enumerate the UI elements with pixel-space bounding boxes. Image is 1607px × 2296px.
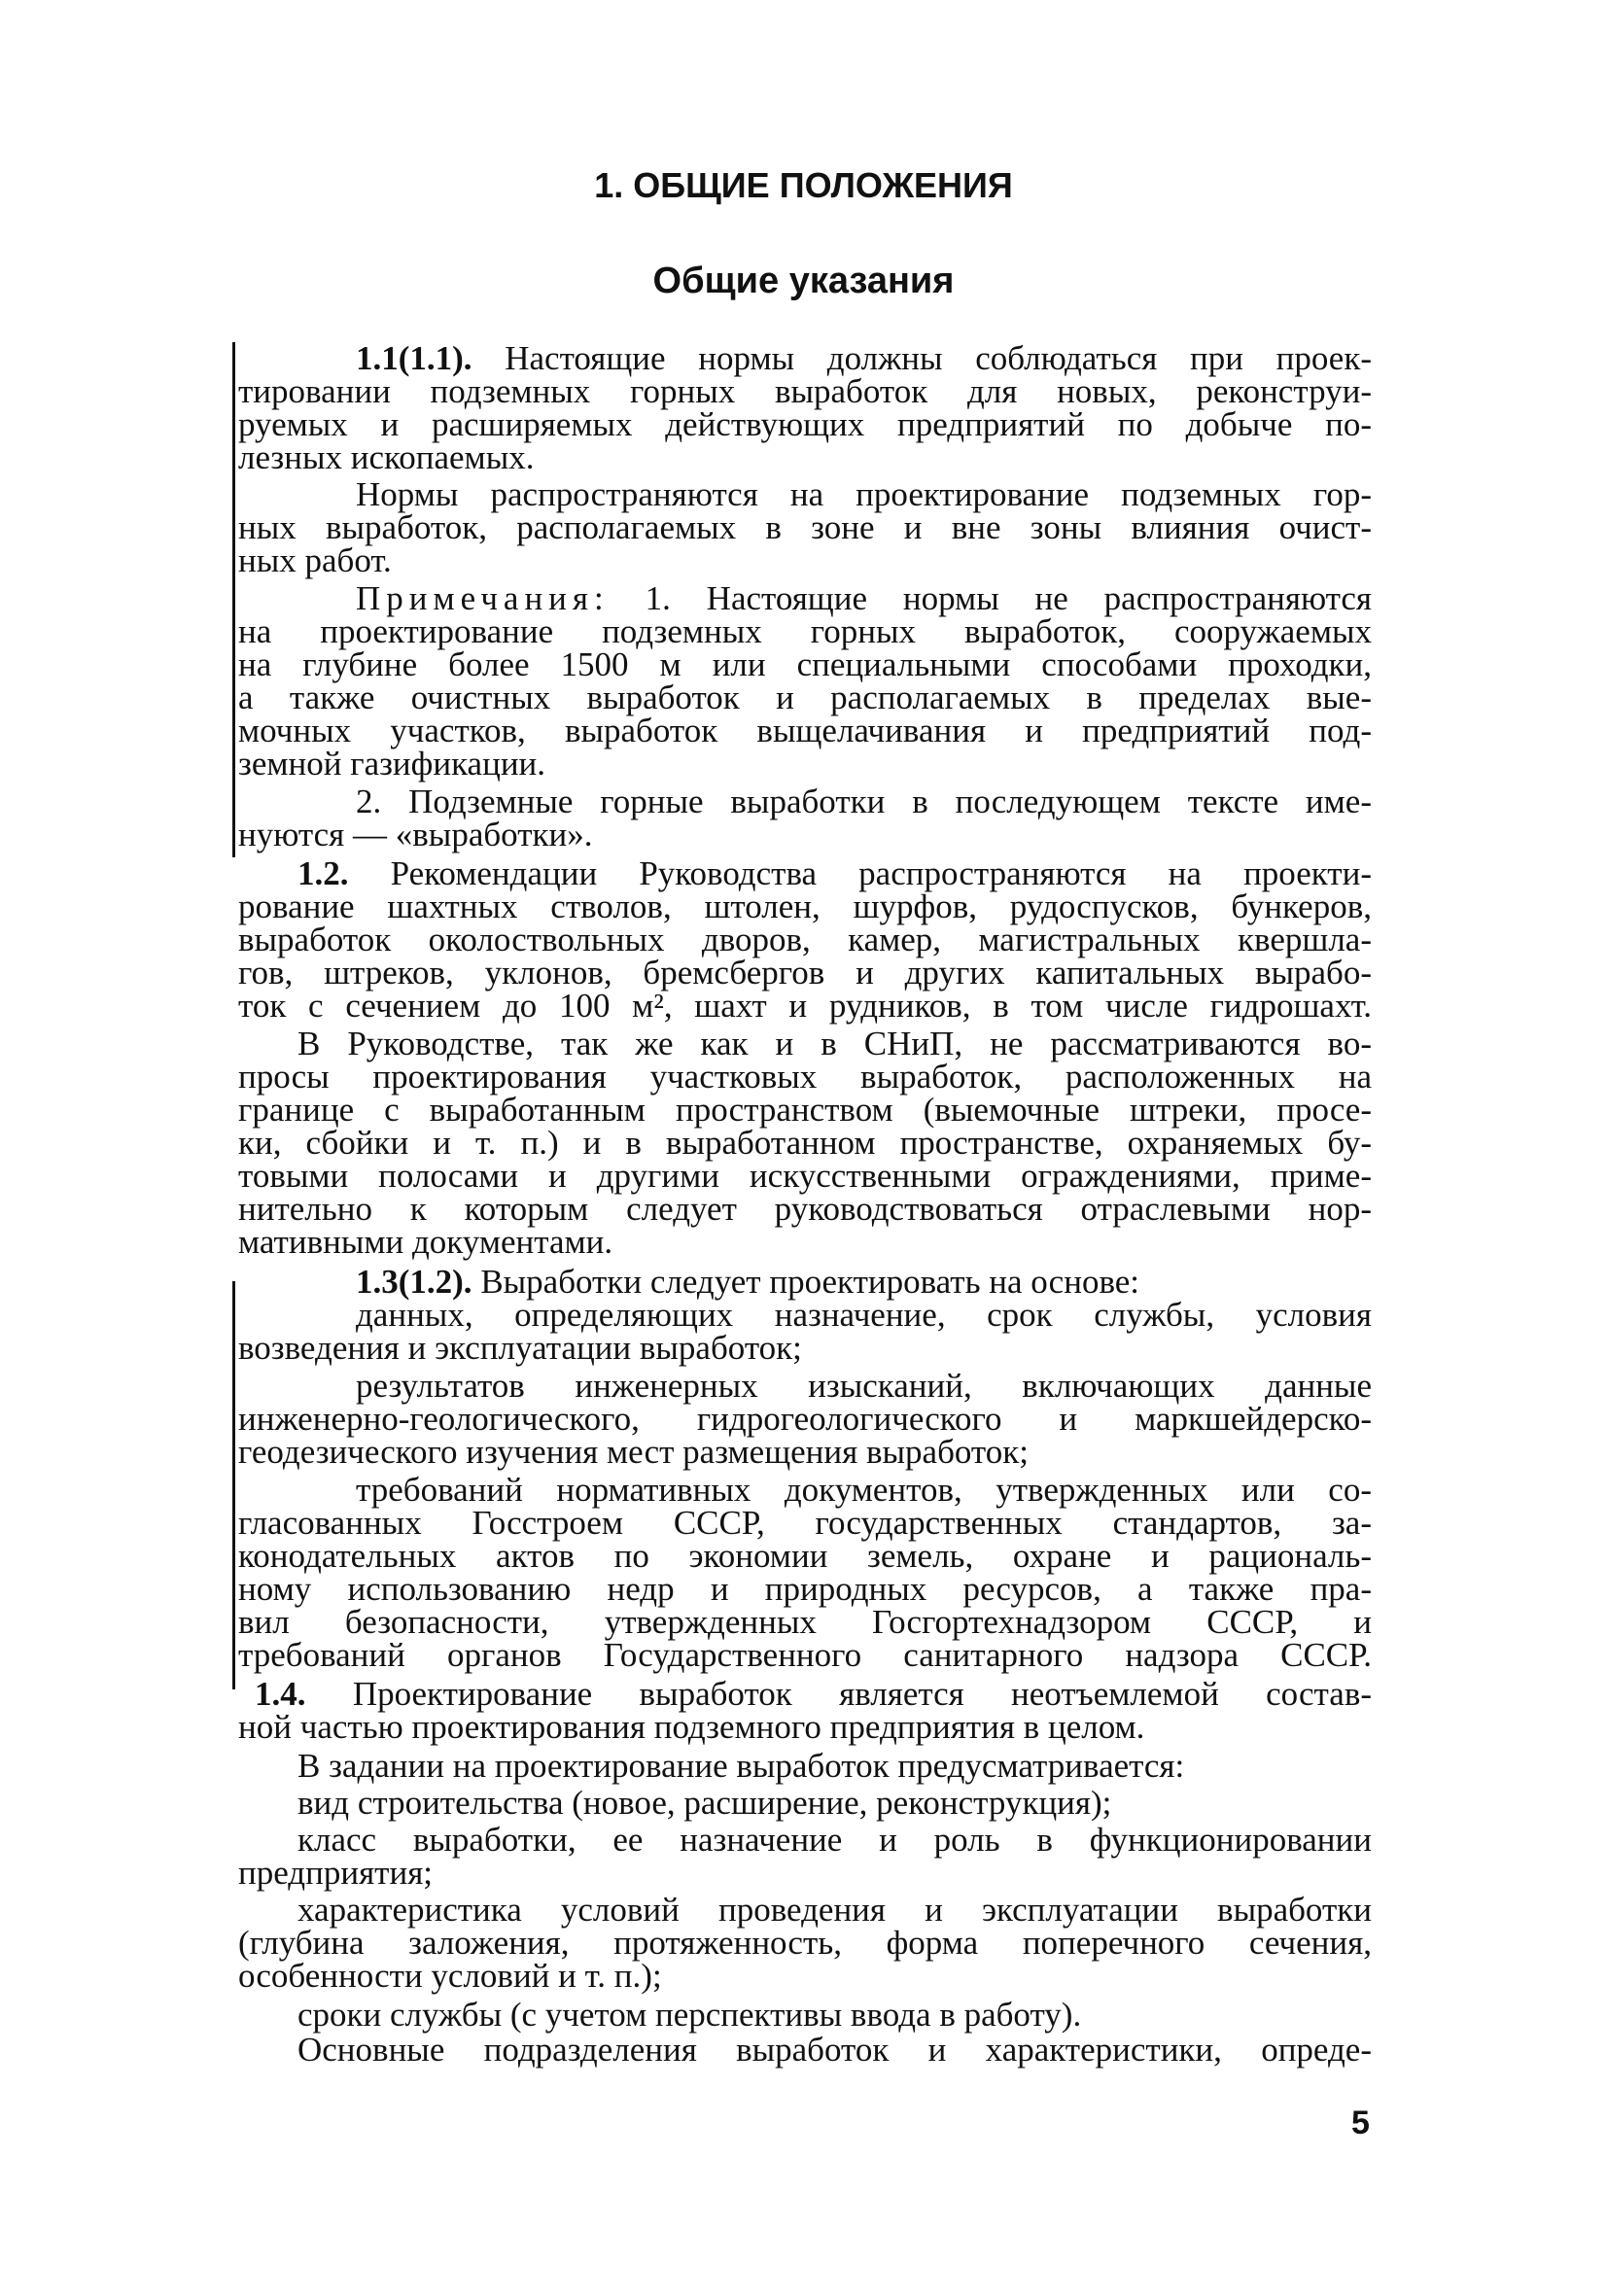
line-text: гласованных Госстроем СССР, государственных стандартов, за-	[238, 1504, 1372, 1542]
clause-number: 1.4.	[255, 1675, 306, 1713]
text-line	[238, 439, 534, 476]
line-text: Основные подразделения выработок и характеристики, опреде-	[297, 2031, 1372, 2069]
line-text: выработок околоствольных дворов, камер, магистральных квершла-	[238, 921, 1372, 958]
line-text: Настоящие нормы должны соблюдаться при проек-	[472, 339, 1372, 377]
line-text: руемых и расширяемых действующих предприятий по добыче по-	[238, 405, 1372, 443]
line-text: данных, определяющих назначение, срок службы, условия	[356, 1296, 1372, 1334]
line-text: мочных участков, выработок выщелачивания и предприятий под-	[238, 712, 1372, 749]
line-text: характеристика условий проведения и эксплуатации выработки	[297, 1891, 1372, 1929]
line-text: (глубина заложения, протяженность, форма поперечного сечения,	[238, 1924, 1372, 1962]
line-text: ному использованию недр и природных ресурсов, а также пра-	[238, 1570, 1372, 1608]
text-line	[297, 2032, 1372, 2069]
page-number: 5	[1351, 2105, 1370, 2141]
section-title: Общие указания	[652, 261, 955, 301]
line-text: лезных ископаемых.	[238, 438, 535, 476]
line-text: сроки службы (с учетом перспективы ввода в работу).	[297, 1996, 1082, 2034]
notes-label: Примечания:	[356, 579, 610, 617]
line-text: просы проектирования участковых выработок, расположенных на	[238, 1058, 1372, 1096]
line-text: на проектирование подземных горных выработок, сооружаемых	[238, 612, 1372, 650]
line-text: особенности условий и т. п.);	[238, 1957, 662, 1995]
line-text: 2. Подземные горные выработки в последующем тексте име-	[356, 783, 1372, 820]
line-text: требований нормативных документов, утвержденных или со-	[356, 1471, 1372, 1509]
line-text: ной частью проектирования подземного предприятия в целом.	[238, 1708, 1145, 1746]
clause-number: 1.3(1.2).	[356, 1263, 472, 1301]
line-text: мативными документами.	[238, 1223, 613, 1261]
revision-bar	[232, 1281, 235, 1689]
chapter-title: 1. ОБЩИЕ ПОЛОЖЕНИЯ	[594, 165, 1013, 205]
text-line	[297, 1997, 1081, 2034]
line-text: вил безопасности, утвержденных Госгортехнадзором СССР, и	[238, 1603, 1372, 1641]
text-line	[238, 1434, 1029, 1471]
line-text: Рекомендации Руководства распространяются на проекти-	[348, 854, 1372, 892]
text-line	[238, 509, 1372, 546]
line-text: геодезического изучения мест размещения выработок;	[238, 1433, 1029, 1471]
text-line	[238, 1637, 1372, 1674]
text-line	[238, 988, 1372, 1025]
line-text: конодательных актов по экономии земель, охране и рациональ-	[238, 1537, 1372, 1575]
line-text: ток с сечением до 100 м², шахт и рудников, в том числе гидрошахт.	[238, 987, 1372, 1025]
text-line	[238, 1330, 802, 1367]
text-line	[238, 746, 545, 783]
line-text: ных выработок, располагаемых в зоне и вне зоны влияния очист-	[238, 508, 1372, 546]
line-text: земной газификации.	[238, 745, 546, 783]
line-text: нуются — «выработки».	[238, 816, 593, 853]
line-text: нительно к которым следует руководствоваться отраслевыми нор-	[238, 1190, 1372, 1228]
text-line	[297, 1785, 1111, 1822]
clause-number: 1.2.	[297, 854, 349, 892]
text-line	[238, 1958, 662, 1995]
line-text: В задании на проектирование выработок предусматривается:	[297, 1747, 1185, 1785]
line-text: В Руководстве, так же как и в СНиП, не рассматриваются во-	[297, 1025, 1372, 1062]
line-text: ных работ.	[238, 541, 392, 579]
revision-bar	[232, 342, 235, 857]
text-line	[297, 1822, 1372, 1859]
line-text: класс выработки, ее назначение и роль в функционировании	[297, 1821, 1372, 1859]
text-line	[238, 1709, 1144, 1746]
line-text: гов, штреков, уклонов, бремсбергов и других капитальных вырабо-	[238, 954, 1372, 991]
line-text: инженерно-геологического, гидрогеологического и маркшейдерско-	[238, 1400, 1372, 1438]
line-text: возведения и эксплуатации выработок;	[238, 1329, 802, 1367]
text-line	[238, 1224, 612, 1261]
line-text: 1. Настоящие нормы не распространяются	[609, 579, 1372, 617]
line-text: границе с выработанным пространством (выемочные штреки, просе-	[238, 1091, 1372, 1129]
line-text: ки, сбойки и т. п.) и в выработанном пространстве, охраняемых бу-	[238, 1124, 1372, 1162]
line-text: Проектирование выработок является неотъемлемой состав-	[305, 1675, 1372, 1713]
line-text: предприятия;	[238, 1854, 434, 1892]
text-line	[297, 1748, 1184, 1785]
line-text: тировании подземных горных выработок для новых, реконструи-	[238, 372, 1372, 410]
line-text: вид строительства (новое, расширение, реконструкция);	[297, 1784, 1112, 1822]
line-text: результатов инженерных изысканий, включающих данные	[356, 1367, 1372, 1405]
text-line	[238, 1855, 433, 1892]
text-line	[238, 817, 592, 853]
line-text: товыми полосами и другими искусственными ограждениями, приме-	[238, 1157, 1372, 1195]
line-text: Выработки следует проектировать на основе:	[472, 1263, 1140, 1301]
line-text: рование шахтных стволов, штолен, шурфов, рудоспусков, бункеров,	[238, 887, 1372, 925]
clause-number: 1.1(1.1).	[356, 339, 472, 377]
line-text: на глубине более 1500 м или специальными способами проходки,	[238, 645, 1372, 683]
line-text: требований органов Государственного санитарного надзора СССР.	[238, 1636, 1372, 1674]
line-text: Нормы распространяются на проектирование подземных гор-	[356, 475, 1372, 513]
text-line	[238, 542, 392, 579]
line-text: а также очистных выработок и располагаемых в пределах вые-	[238, 678, 1372, 716]
